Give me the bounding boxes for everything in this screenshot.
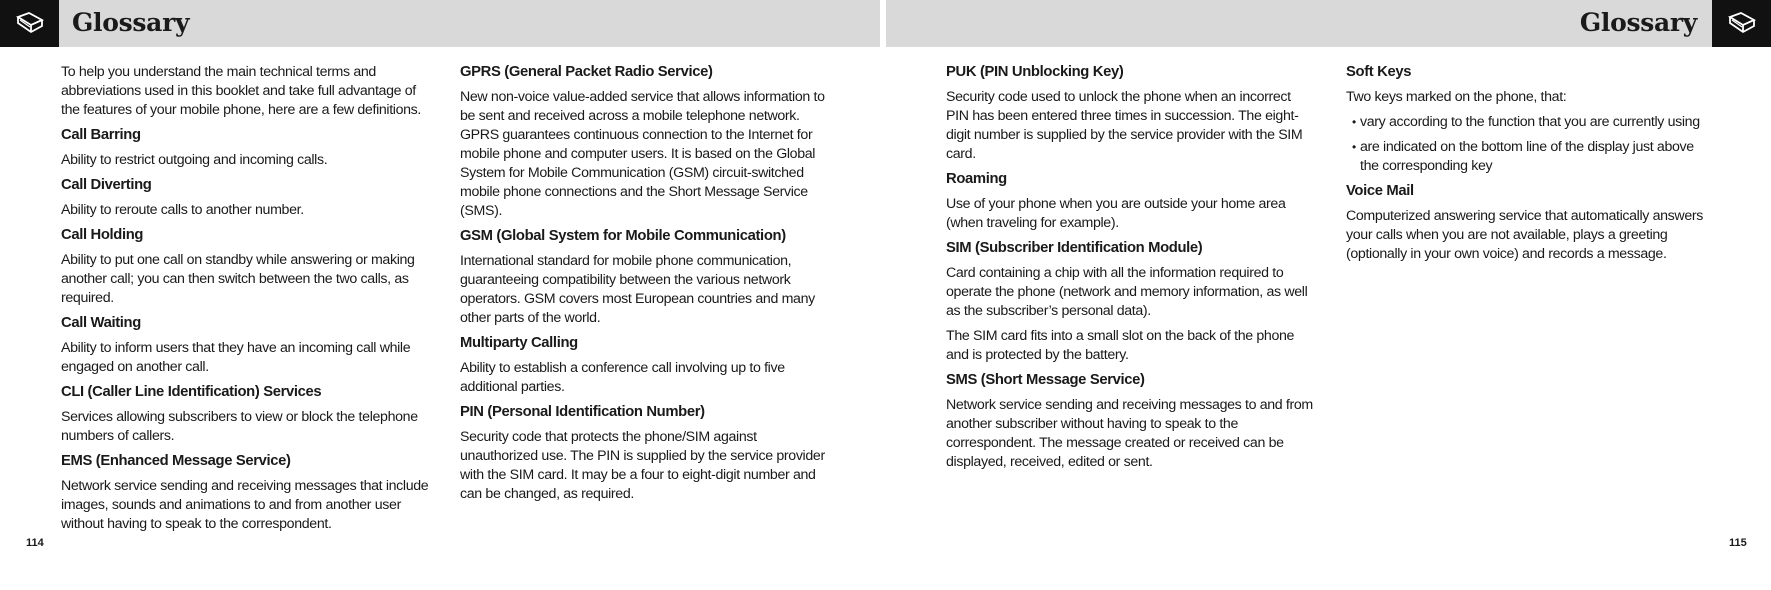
glossary-term: CLI (Caller Line Identification) Services	[61, 384, 322, 400]
left-page-header	[0, 0, 880, 47]
glossary-entry	[946, 63, 1316, 164]
glossary-definition: Ability to establish a conference call involving up to five additional parties.	[460, 360, 785, 395]
glossary-entry	[61, 452, 434, 534]
glossary-term: PUK (PIN Unblocking Key)	[946, 64, 1124, 80]
page-number-left: 114	[26, 537, 44, 549]
glossary-term: Soft Keys	[1346, 64, 1412, 80]
glossary-column-2	[460, 63, 830, 510]
glossary-term: SIM (Subscriber Identification Module)	[946, 240, 1203, 256]
glossary-column-4	[1346, 63, 1716, 270]
open-book-icon	[1712, 0, 1771, 47]
glossary-definition: Computerized answering service that automatically answers your calls when you are not available, plays a greeting (optionally in your own voice) and records a message.	[1346, 208, 1703, 262]
page-title-right: Glossary	[1579, 8, 1697, 37]
glossary-term: Call Waiting	[61, 315, 141, 331]
glossary-definition: Network service sending and receiving messages that include images, sounds and animations to and from another user without having to speak to the correspondent.	[61, 478, 429, 532]
glossary-entry	[460, 334, 830, 397]
glossary-entry	[1346, 182, 1716, 264]
glossary-definition: Ability to reroute calls to another number.	[61, 202, 304, 218]
glossary-definition: Security code that protects the phone/SIM against unauthorized use. The PIN is supplied by the service provider with the SIM card. It may be a four to eight-digit number and can be changed, as required.	[460, 429, 825, 502]
glossary-term: SMS (Short Message Service)	[946, 372, 1145, 388]
glossary-term: Multiparty Calling	[460, 335, 578, 351]
glossary-term: EMS (Enhanced Message Service)	[61, 453, 291, 469]
glossary-definition: Ability to restrict outgoing and incoming calls.	[61, 152, 328, 168]
glossary-entry	[946, 239, 1316, 365]
glossary-definition: The SIM card fits into a small slot on the back of the phone and is protected by the battery.	[946, 328, 1295, 363]
glossary-definition: International standard for mobile phone communication, guaranteeing compatibility between the various network operators. GSM covers most European countries and many other parts of the world.	[460, 253, 815, 326]
glossary-term: Roaming	[946, 171, 1007, 187]
glossary-definition: Card containing a chip with all the information required to operate the phone (network and memory information, as well as the subscriber’s personal data).	[946, 265, 1308, 319]
page-title-left: Glossary	[72, 8, 190, 37]
glossary-definition: Ability to inform users that they have an incoming call while engaged on another call.	[61, 340, 411, 375]
glossary-definition: Security code used to unlock the phone when an incorrect PIN has been entered three times in succession. The eight-digit number is supplied by the service provider with the SIM card.	[946, 89, 1303, 162]
glossary-term: GSM (Global System for Mobile Communication)	[460, 228, 786, 244]
glossary-entry	[61, 226, 434, 308]
glossary-term: Call Holding	[61, 227, 144, 243]
glossary-definition: Ability to put one call on standby while answering or making another call; you can then switch between the two calls, as required.	[61, 252, 415, 306]
glossary-column-3	[946, 63, 1316, 478]
bullet-item: • are indicated on the bottom line of the display just above the corresponding key	[1346, 138, 1716, 176]
glossary-term: Voice Mail	[1346, 183, 1414, 199]
glossary-term: GPRS (General Packet Radio Service)	[460, 64, 713, 80]
right-page-header	[886, 0, 1771, 47]
glossary-entry	[460, 63, 830, 221]
glossary-entry	[61, 314, 434, 377]
glossary-entry	[460, 227, 830, 328]
glossary-definition: New non-voice value-added service that allows information to be sent and received across a mobile telephone network. GPRS guarantees continuous connection to the Internet for mobile phone and computer users. It is based on the Global System for Mobile Communication (GSM) circuit-switched mobile phone connections and the Short Message Service (SMS).	[460, 89, 825, 219]
glossary-entry	[61, 383, 434, 446]
glossary-entry	[1346, 63, 1716, 176]
glossary-entry	[61, 126, 434, 170]
glossary-entry	[460, 403, 830, 504]
glossary-definition: Two keys marked on the phone, that:	[1346, 89, 1567, 105]
glossary-entry	[61, 176, 434, 220]
bullet-item: • vary according to the function that you are currently using	[1346, 113, 1716, 132]
intro-text: To help you understand the main technical terms and abbreviations used in this booklet and take full advantage of the features of your mobile phone, here are a few definitions.	[61, 64, 422, 118]
page-number-right: 115	[1729, 537, 1747, 549]
glossary-term: Call Diverting	[61, 177, 152, 193]
glossary-definition: Use of your phone when you are outside your home area (when traveling for example).	[946, 196, 1286, 231]
glossary-entry	[946, 371, 1316, 472]
open-book-icon	[0, 0, 59, 47]
glossary-term: Call Barring	[61, 127, 141, 143]
bullet-list	[1346, 113, 1716, 176]
glossary-term: PIN (Personal Identification Number)	[460, 404, 705, 420]
glossary-definition: Network service sending and receiving messages to and from another subscriber without having to speak to the correspondent. The message created or received can be displayed, received, edited or sent.	[946, 397, 1313, 470]
glossary-definition: Services allowing subscribers to view or block the telephone numbers of callers.	[61, 409, 418, 444]
glossary-entry	[946, 170, 1316, 233]
glossary-column-1	[61, 63, 434, 540]
